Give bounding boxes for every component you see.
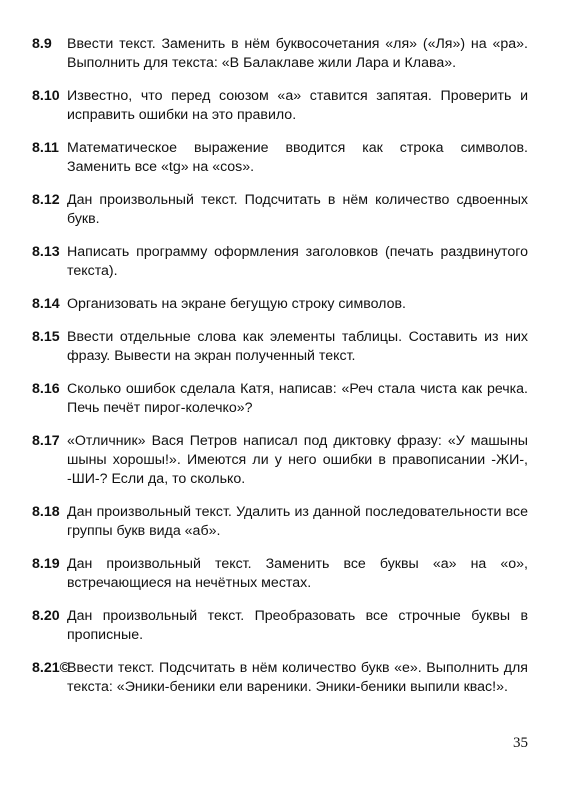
task-text: Ввести отдельные слова как элементы таблицы. Составить из них фразу. Вывести на экран полученный текст.: [67, 329, 528, 364]
task-text: Известно, что перед союзом «а» ставится запятая. Проверить и исправить ошибки на это правило.: [67, 88, 528, 123]
task-item: [32, 380, 528, 418]
task-text: Математическое выражение вводится как строка символов. Заменить все «tg» на «cos».: [67, 140, 528, 175]
task-number: 8.19: [32, 556, 60, 572]
task-item: [32, 659, 528, 697]
task-item: [32, 295, 528, 314]
task-number: 8.13: [32, 244, 60, 260]
task-text: Дан произвольный текст. Преобразовать все строчные буквы в прописные.: [67, 608, 528, 643]
task-text: Организовать на экране бегущую строку символов.: [67, 296, 406, 312]
page-number: 35: [513, 735, 528, 751]
task-number: 8.11: [32, 140, 59, 156]
task-item: [32, 432, 528, 489]
task-number: 8.16: [32, 381, 60, 397]
task-number: 8.12: [32, 192, 60, 208]
task-item: [32, 35, 528, 73]
task-item: [32, 555, 528, 593]
task-text: Дан произвольный текст. Подсчитать в нём количество сдвоенных букв.: [67, 192, 528, 227]
task-number: 8.21©: [32, 660, 71, 676]
task-number: 8.17: [32, 433, 60, 449]
task-text: Дан произвольный текст. Заменить все буквы «а» на «о», встречающиеся на нечётных местах.: [67, 556, 528, 591]
task-text: «Отличник» Вася Петров написал под диктовку фразу: «У машыны шыны хорошы!». Имеются ли у него ошибки в правописании -ЖИ-, -ШИ-? Если да, то сколько.: [67, 433, 528, 487]
task-item: [32, 191, 528, 229]
task-item: [32, 139, 528, 177]
task-number: 8.14: [32, 296, 60, 312]
task-text: Ввести текст. Подсчитать в нём количество букв «е». Выполнить для текста: «Эники-беники ели вареники. Эники-беники выпили квас!».: [67, 660, 528, 695]
task-item: [32, 328, 528, 366]
task-item: [32, 243, 528, 281]
task-number: 8.10: [32, 88, 60, 104]
task-number: 8.9: [32, 36, 52, 52]
task-number: 8.15: [32, 329, 60, 345]
task-list: [32, 35, 528, 711]
task-text: Дан произвольный текст. Удалить из данной последовательности все группы букв вида «аб».: [67, 504, 528, 539]
task-item: [32, 503, 528, 541]
task-text: Ввести текст. Заменить в нём буквосочетания «ля» («Ля») на «ра». Выполнить для текста: «В Балаклаве жили Лара и Клава».: [67, 36, 528, 71]
task-text: Написать программу оформления заголовков (печать раздвинутого текста).: [67, 244, 528, 279]
task-item: [32, 87, 528, 125]
task-number: 8.20: [32, 608, 60, 624]
task-item: [32, 607, 528, 645]
task-text: Сколько ошибок сделала Катя, написав: «Реч стала чиста как речка. Печь печёт пирог-колечко»?: [67, 381, 528, 416]
task-number: 8.18: [32, 504, 60, 520]
